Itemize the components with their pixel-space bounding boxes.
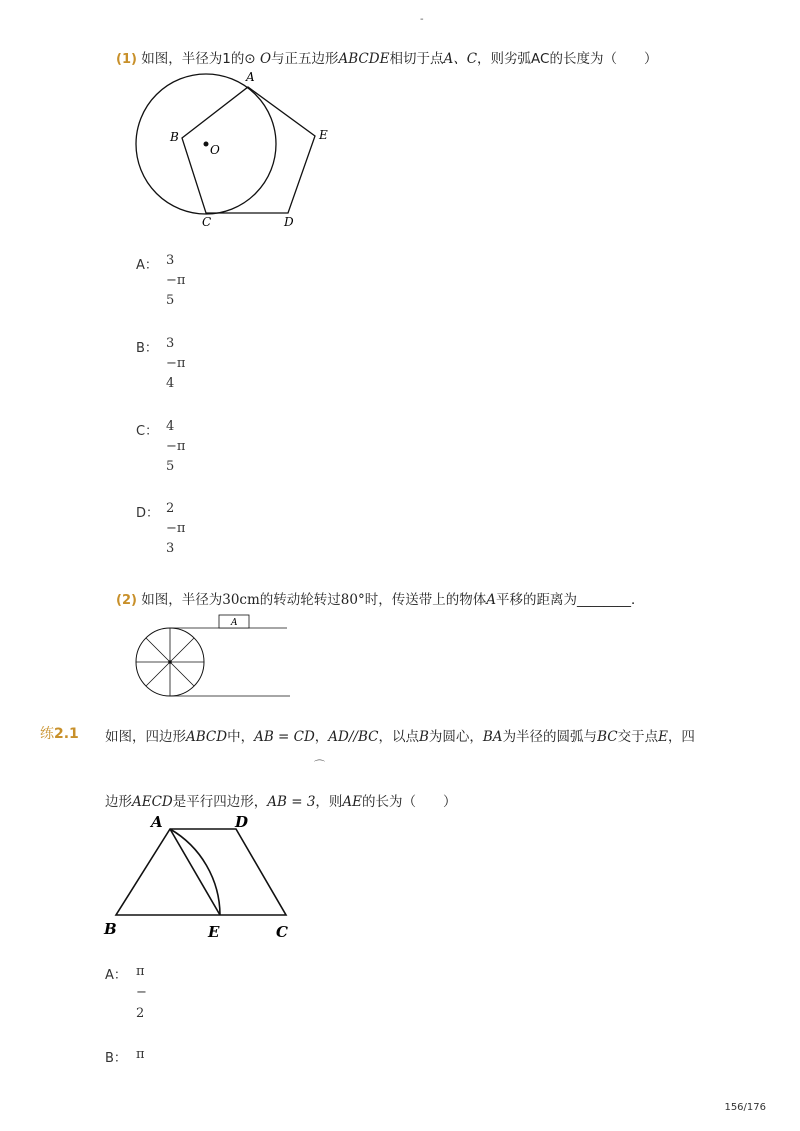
q2-text-part: 如图，半径为 (141, 592, 223, 608)
exercise-line-1 (105, 725, 695, 745)
question-1-number: (1) (116, 52, 137, 67)
ex-math: AB = CD (254, 729, 315, 745)
ex-math: AB = 3 (267, 794, 316, 810)
ex-option-b-value: π (136, 1047, 145, 1062)
q1-option-c[interactable] (136, 420, 158, 439)
fraction-numerator: 4 (166, 419, 175, 434)
label-b: B (104, 920, 117, 938)
q1-math-ac: A、C (443, 51, 478, 67)
ex-text-part: 如图，四边形 (105, 729, 186, 745)
label-b: B (170, 130, 179, 144)
question-1-text (116, 47, 657, 67)
option-label: C： (136, 424, 159, 439)
ex-option-a[interactable] (105, 964, 127, 983)
exercise-label (40, 723, 79, 743)
question-2-text (116, 588, 644, 608)
ex-text-part: 是平行四边形， (172, 794, 268, 810)
exercise-prefix: 练 (40, 726, 54, 742)
fraction-numerator: 2 (166, 501, 175, 516)
fraction-pi: −π (166, 439, 186, 454)
option-label: A： (105, 968, 127, 983)
q2-text-part: 时，传送带上的物体 (364, 592, 487, 608)
fraction-denominator: 5 (166, 459, 175, 474)
fraction-bar: − (136, 985, 147, 1000)
center-point (204, 142, 209, 147)
ex-text-part: 为半径的圆弧与 (502, 729, 598, 745)
ex-option-b[interactable] (105, 1047, 127, 1066)
label-a: A (246, 70, 255, 84)
page-number: 156/176 (724, 1102, 766, 1113)
question-2-number: (2) (116, 593, 137, 608)
label-object-a: A (231, 618, 238, 628)
segment-ae (170, 829, 220, 915)
q1-math-o: O (259, 51, 272, 67)
header-mark: - (420, 14, 424, 25)
option-label: B： (105, 1051, 127, 1066)
fraction-denominator: 4 (166, 376, 175, 391)
figure-circle-pentagon (130, 68, 340, 233)
q1-text-part: ，则劣弧AC的长度为（ ） (477, 51, 658, 67)
ex-text-part: ， (314, 729, 329, 745)
fraction-pi: −π (166, 521, 186, 536)
q1-option-c-fraction (166, 420, 185, 473)
q1-option-d-fraction (166, 502, 185, 555)
ex-math: BC (597, 729, 618, 745)
q2-text-part: 平移的距离为________． (495, 592, 645, 608)
ex-text-part: ，则 (315, 794, 343, 810)
option-label: D： (136, 506, 160, 521)
fraction-denominator: 2 (136, 1006, 145, 1021)
ex-math: B (418, 729, 429, 745)
label-d: D (284, 215, 294, 229)
q1-math-abcde: ABCDE (338, 51, 390, 67)
ex-text-part: 中， (227, 729, 255, 745)
label-e: E (208, 923, 220, 940)
fraction-denominator: 3 (166, 541, 175, 556)
circle-symbol: ⊙ (244, 51, 256, 67)
figure-trapezoid (100, 810, 300, 940)
label-e: E (319, 128, 328, 142)
ex-text-part: 边形 (105, 794, 132, 810)
q1-option-a[interactable] (136, 254, 158, 273)
q1-text-part: 与正五边形 (271, 51, 339, 67)
q1-option-b[interactable] (136, 337, 158, 356)
ex-math: AD//BC (328, 729, 379, 745)
fraction-numerator: 3 (166, 336, 175, 351)
label-c: C (276, 923, 288, 940)
option-label: B： (136, 341, 158, 356)
ex-math: BA (482, 729, 503, 745)
ex-math: ABCD (186, 729, 228, 745)
option-label: A： (136, 258, 158, 273)
q1-text-part: 如图，半径为1的 (141, 51, 245, 67)
q1-option-d[interactable] (136, 502, 159, 521)
ex-option-a-fraction (136, 965, 147, 1020)
ex-text-part: 交于点 (617, 729, 659, 745)
q2-angle: 80° (340, 592, 365, 608)
ex-math: AE (342, 794, 363, 810)
fraction-pi: −π (166, 356, 186, 371)
q2-object-a: A (486, 592, 496, 608)
q1-option-b-fraction (166, 337, 185, 390)
trapezoid-abcd (116, 829, 286, 915)
ex-text-part: ，以点 (378, 729, 419, 745)
q2-text-part: 的转动轮转过 (259, 592, 341, 608)
q2-radius: 30cm (222, 592, 260, 608)
pentagon-abcde (182, 87, 315, 213)
ex-math: AECD (132, 794, 173, 810)
ex-text-part: ，四 (667, 729, 695, 745)
q1-text-part: 相切于点 (389, 51, 444, 67)
ex-text-part: 为圆心， (428, 729, 483, 745)
fraction-numerator: π (136, 964, 145, 979)
label-c: C (202, 215, 212, 229)
exercise-line-2 (105, 790, 457, 810)
label-d: D (235, 813, 249, 831)
ex-math: E (658, 729, 668, 745)
fraction-pi: −π (166, 273, 186, 288)
fraction-numerator: 3 (166, 253, 175, 268)
ex-text-part: 的长为（ ） (362, 794, 457, 810)
exercise-number: 2.1 (54, 726, 79, 742)
label-o: O (210, 143, 220, 157)
label-a: A (151, 813, 163, 831)
fraction-denominator: 5 (166, 293, 175, 308)
figure-wheel-belt (130, 610, 300, 702)
q1-option-a-fraction (166, 254, 185, 307)
arc-mark: ⌒ (314, 759, 325, 772)
